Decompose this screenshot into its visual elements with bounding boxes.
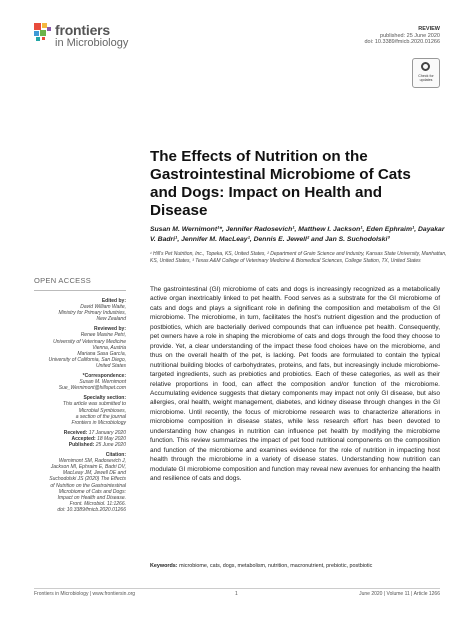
- received-date: Received: 17 January 2020: [63, 429, 126, 436]
- sidebar-line: Frontiers in Microbiology: [71, 419, 126, 426]
- reviewed-by-heading: Reviewed by:: [94, 326, 126, 333]
- affiliations: ¹ Hill's Pet Nutrition, Inc., Topeka, KS, United States, ² Department of Grain Science and Industry, Kansas State University, Manhattan, KS, United States, ³ Texas A&M College of Veterinary Medicine & Biomedical Sciences, College Station, TX, United States: [150, 251, 447, 264]
- specialty-heading: Specialty section:: [83, 395, 126, 402]
- sidebar-line: This article was submitted to: [62, 401, 126, 408]
- sidebar-line: of Nutrition on the Gastrointestinal: [50, 482, 126, 489]
- article-sidebar: [34, 294, 126, 513]
- keywords: [150, 563, 440, 570]
- journal-name: frontiers: [55, 22, 110, 38]
- author-list: Susan M. Wernimont¹*, Jennifer Radosevich¹, Matthew I. Jackson¹, Eden Ephraim¹, Dayakar V. Badri¹, Jennifer M. MacLeay¹, Dennis E. Jewell² and Jan S. Suchodolski³: [150, 226, 445, 243]
- footer-journal[interactable]: Frontiers in Microbiology | www.frontiersin.org: [34, 591, 136, 597]
- correspondence-section: [34, 373, 126, 391]
- sidebar-line: David William Waite,: [80, 304, 126, 311]
- sidebar-line: Mariana Sasa García,: [77, 350, 126, 357]
- sidebar-line: Microbiome of Cats and Dogs:: [58, 488, 126, 495]
- edited-by-section: [34, 298, 126, 322]
- reviewed-by-section: [34, 326, 126, 369]
- article-title: The Effects of Nutrition on the Gastrointestinal Microbiome of Cats and Dogs: Impact on Health and Disease: [150, 148, 411, 219]
- edited-by-heading: Edited by:: [101, 298, 126, 304]
- abstract-text: The gastrointestinal (GI) microbiome of cats and dogs is increasingly recognized as a metabolically active organ inextricably linked to pet health. Food serves as a substrate for the GI microbiome of cats and dogs and plays a significant role in defining the composition and metabolism of the GI microbiome. The microbiome, in turn, facilitates the host's nutrient digestion and the production of postbiotics, which are bacterially derived compounds that can influence pet health. Consequently, pet owners have a role in shaping the microbiome of cats and dogs through the food they choose to provide. Yet, a clear understanding of the impact these food choices have on the microbiome, and thus on the overall health of the pet, is lacking. Pet foods are formulated to contain the typical nutritional building blocks of carbohydrates, proteins, and fats, but increasingly include microbiome-targeted ingredients, such as prebiotics and probiotics. Each of these categories, as well as their relative proportions in food, can affect the composition and/or function of the microbiome. Accumulating evidence suggests that dietary components may impact not only GI disease, but also allergies, oral health, weight management, diabetes, and kidney disease through changes in the GI microbiome. Until recently, the focus of microbiome research was to characterize alterations in microbiome composition in disease states, while less research effort has been devoted to understanding how changes in nutrition can influence pet health by modifying the microbiome function. This review summarizes the impact of pet food nutritional components on the composition and function of the microbiome and examines evidence for the role of nutrition in impacting host health through the microbiome in a variety of disease states. Understanding how nutrition can modulate GI microbiome composition and function may reveal new avenues for enhancing the health and resilience of cats and dogs.: [150, 286, 440, 483]
- article-meta: [364, 26, 440, 46]
- frontiers-logo-icon: [34, 23, 52, 43]
- article-type: REVIEW: [418, 26, 440, 32]
- sidebar-line: Renee Maxine Petri,: [80, 332, 126, 339]
- sidebar-line: Impact on Health and Disease.: [57, 494, 126, 501]
- badge-line-2: updates: [419, 78, 433, 82]
- citation-doi[interactable]: doi: 10.3389/fmicb.2020.01266: [57, 506, 126, 513]
- sidebar-line: Susan M. Wernimont: [79, 379, 126, 386]
- keywords-text: microbiome, cats, dogs, metabolism, nutrition, macronutrient, prebiotic, postbiotic: [179, 563, 373, 569]
- keywords-label: Keywords:: [150, 563, 178, 569]
- sidebar-line: New Zealand: [96, 316, 126, 323]
- specialty-section: [34, 395, 126, 425]
- correspondence-heading: *Correspondence:: [82, 373, 126, 380]
- sidebar-line: Suchodolski JS (2020) The Effects: [49, 476, 126, 483]
- published-date-sidebar: Published: 25 June 2020: [68, 441, 126, 448]
- check-for-updates-badge[interactable]: [412, 58, 440, 88]
- sidebar-line: University of Veterinary Medicine: [53, 338, 126, 345]
- correspondence-email[interactable]: Sue_Wernimont@hillspet.com: [58, 385, 126, 392]
- open-access-label: OPEN ACCESS: [34, 276, 92, 285]
- citation-section: [34, 452, 126, 513]
- journal-subtitle: in Microbiology: [55, 37, 129, 49]
- sidebar-line: Front. Microbiol. 11:1266.: [69, 500, 126, 507]
- dates-section: [34, 430, 126, 448]
- sidebar-line: Wernimont SM, Radosevich J,: [58, 458, 126, 465]
- citation-heading: Citation:: [105, 452, 126, 459]
- sidebar-line: a section of the journal: [75, 413, 126, 420]
- journal-logo: [34, 22, 194, 54]
- badge-line-1: Check for: [418, 74, 434, 78]
- sidebar-line: MacLeay JM, Jewell DE and: [62, 470, 126, 477]
- check-updates-icon: [421, 62, 430, 71]
- page-number: 1: [235, 591, 238, 597]
- sidebar-line: Jackson MI, Ephraim E, Badri DV,: [50, 464, 126, 471]
- sidebar-line: Microbial Symbioses,: [78, 407, 126, 414]
- sidebar-line: University of California, San Diego,: [48, 356, 126, 363]
- sidebar-line: Vienna, Austria: [92, 344, 126, 351]
- published-date: published: 25 June 2020: [380, 32, 440, 39]
- footer-divider: [34, 588, 440, 589]
- open-access-divider: [34, 290, 126, 291]
- accepted-date: Accepted: 18 May 2020: [71, 435, 126, 442]
- sidebar-line: Ministry for Primary Industries,: [58, 310, 126, 317]
- footer-issue: June 2020 | Volume 11 | Article 1266: [359, 591, 440, 597]
- article-doi[interactable]: doi: 10.3389/fmicb.2020.01266: [364, 39, 440, 46]
- sidebar-line: United States: [95, 362, 126, 369]
